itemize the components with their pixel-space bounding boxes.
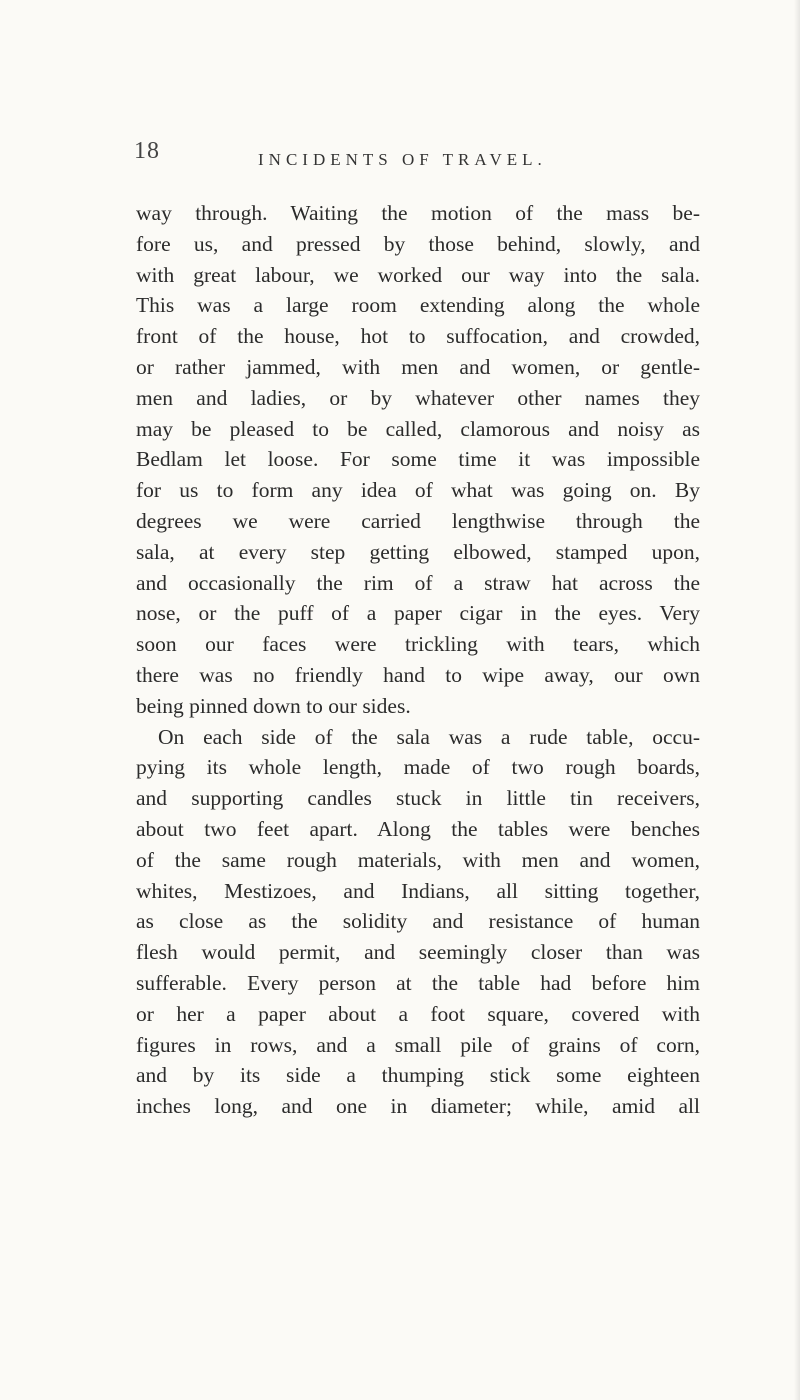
text-line: about two feet apart. Along the tables were benches — [136, 816, 700, 841]
text-line: or rather jammed, with men and women, or gentle- — [136, 354, 700, 379]
text-line: there was no friendly hand to wipe away, our own — [136, 662, 700, 687]
text-line: soon our faces were trickling with tears, which — [136, 632, 700, 657]
text-line: degrees we were carried lengthwise through the — [136, 508, 700, 533]
text-line: front of the house, hot to suffocation, and crowded, — [136, 324, 700, 349]
text-line: men and ladies, or by whatever other names they — [136, 385, 700, 410]
text-line: sufferable. Every person at the table had before him — [136, 970, 700, 995]
text-line: and by its side a thumping stick some eighteen — [136, 1063, 700, 1088]
text-line: On each side of the sala was a rude table, occu- — [158, 724, 700, 749]
text-line: sala, at every step getting elbowed, stamped upon, — [136, 539, 700, 564]
text-line: pying its whole length, made of two rough boards, — [136, 755, 700, 780]
text-line: or her a paper about a foot square, covered with — [136, 1001, 700, 1026]
text-line: nose, or the puff of a paper cigar in the eyes. Very — [136, 601, 700, 626]
text-line: being pinned down to our sides. — [136, 693, 411, 718]
text-line: whites, Mestizoes, and Indians, all sitting together, — [136, 878, 700, 903]
text-line: Bedlam let loose. For some time it was impossible — [136, 447, 700, 472]
text-line: This was a large room extending along the whole — [136, 293, 700, 318]
text-line: inches long, and one in diameter; while, amid all — [136, 1094, 700, 1119]
body-text — [136, 198, 700, 1122]
text-line: as close as the solidity and resistance of human — [136, 909, 700, 934]
text-line: way through. Waiting the motion of the mass be- — [136, 201, 700, 225]
page-edge-shadow — [794, 0, 800, 1400]
text-line: may be pleased to be called, clamorous and noisy as — [136, 416, 700, 441]
text-line: and supporting candles stuck in little tin receivers, — [136, 786, 700, 811]
running-header: INCIDENTS OF TRAVEL. — [258, 150, 547, 169]
text-line: fore us, and pressed by those behind, slowly, and — [136, 231, 700, 256]
text-line: figures in rows, and a small pile of grains of corn, — [136, 1032, 700, 1057]
text-line: with great labour, we worked our way into the sala. — [136, 262, 700, 287]
text-line: flesh would permit, and seemingly closer than was — [136, 940, 700, 965]
page-number: 18 — [134, 138, 160, 164]
text-line: of the same rough materials, with men and women, — [136, 847, 700, 872]
text-line: and occasionally the rim of a straw hat across the — [136, 570, 700, 595]
text-line: for us to form any idea of what was going on. By — [136, 478, 700, 503]
